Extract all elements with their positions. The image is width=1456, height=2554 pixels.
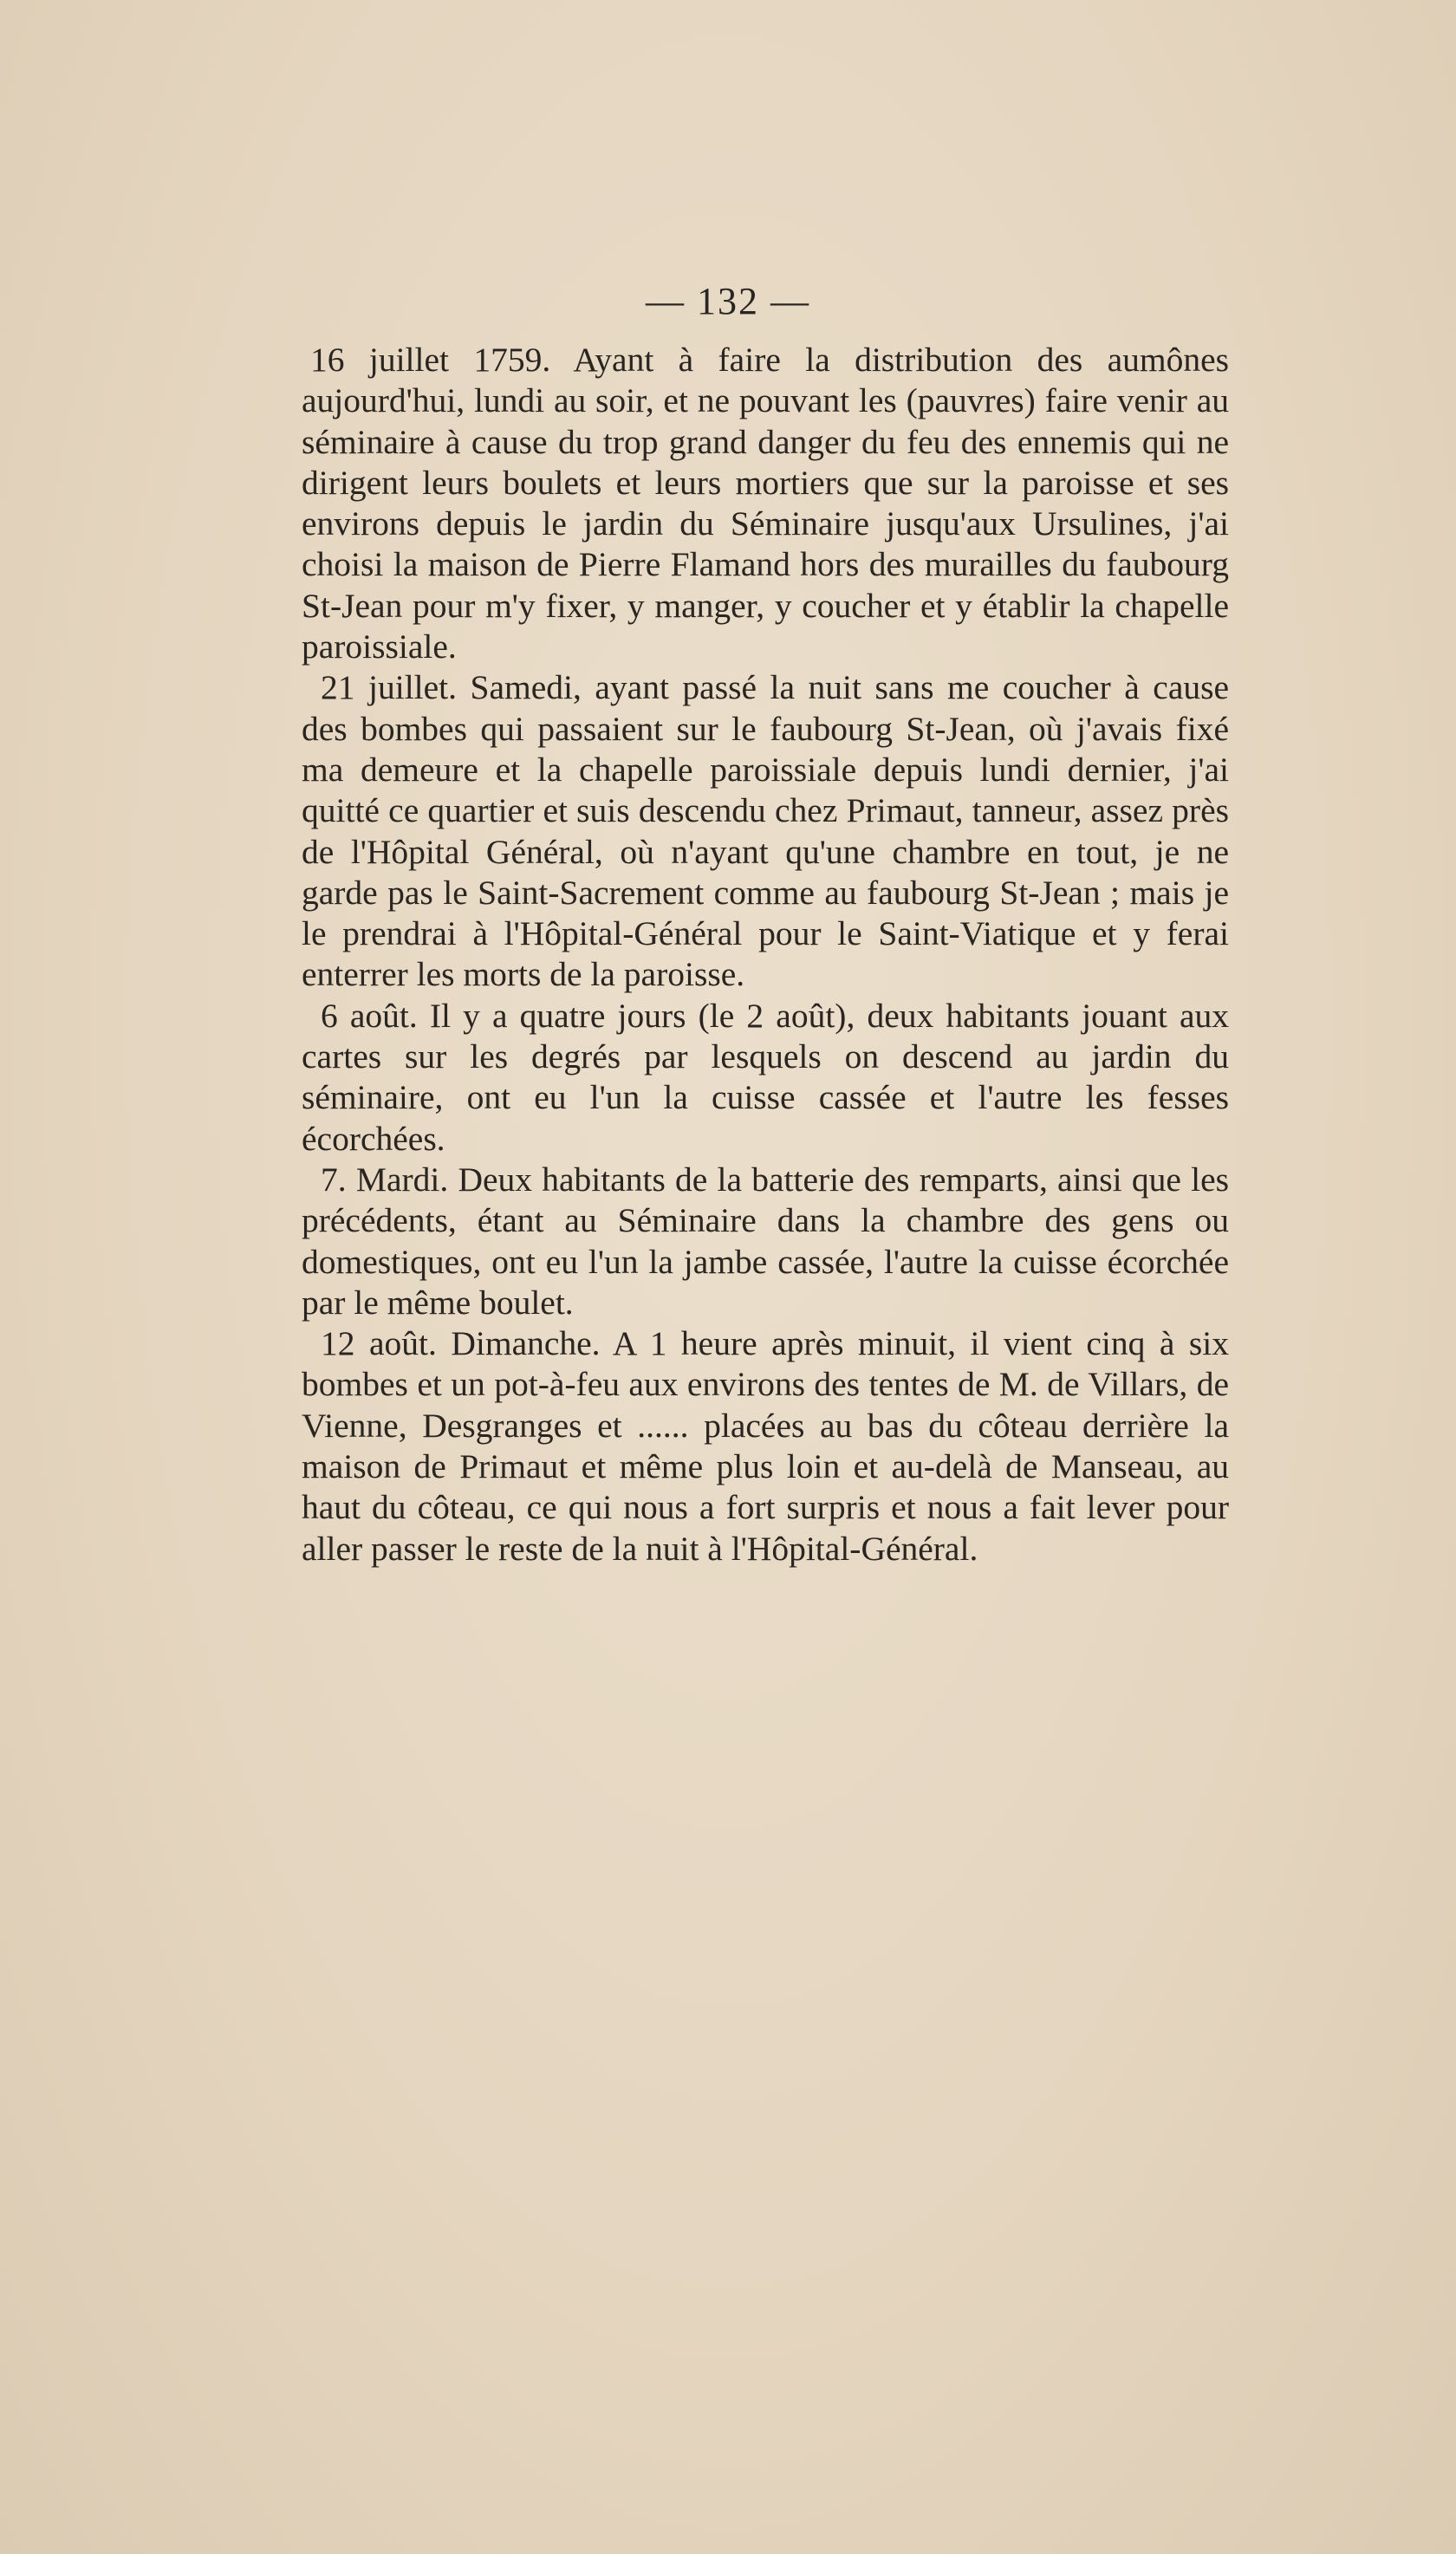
journal-text xyxy=(302,340,1229,1569)
entry-12-aout: 12 août. Dimanche. A 1 heure après minuit, il vient cinq à six bombes et un pot-à-feu aux environs des tentes de M. de Villars, de Vienne, Desgranges et ...... placées au bas du côteau derrière la maison de Primaut et même plus loin et au-delà de Manseau, au haut du côteau, ce qui nous a fort surpris et nous a fait lever pour aller passer le reste de la nuit à l'Hôpital-Général. xyxy=(302,1324,1229,1568)
page-number: — 132 — xyxy=(646,280,810,322)
entry-16-juillet: 16 juillet 1759. Ayant à faire la distribution des aumônes aujourd'hui, lundi au soir, et ne pouvant les (pauvres) faire venir au séminaire à cause du trop grand danger du feu des ennemis qui ne dirigent leurs boulets et leurs mortiers que sur la paroisse et ses environs depuis le jardin du Séminaire jusqu'aux Ursulines, j'ai choisi la maison de Pierre Flamand hors des murailles du faubourg St-Jean pour m'y fixer, y manger, y coucher et y établir la chapelle paroissiale. xyxy=(302,341,1229,666)
entry-21-juillet: 21 juillet. Samedi, ayant passé la nuit sans me coucher à cause des bombes qui passaient sur le faubourg St-Jean, où j'avais fixé ma demeure et la chapelle paroissiale depuis lundi dernier, j'ai quitté ce quartier et suis descendu chez Primaut, tanneur, assez près de l'Hôpital Général, où n'ayant qu'une chambre en tout, je ne garde pas le Saint-Sacrement comme au faubourg St-Jean ; mais je le prendrai à l'Hôpital-Général pour le Saint-Viatique et y ferai enterrer les morts de la paroisse. xyxy=(302,668,1229,994)
entry-6-aout: 6 août. Il y a quatre jours (le 2 août), deux habitants jouant aux cartes sur les degrés par lesquels on descend au jardin du séminaire, ont eu l'un la cuisse cassée et l'autre les fesses écorchées. xyxy=(302,996,1229,1158)
entry-7-mardi: 7. Mardi. Deux habitants de la batterie des remparts, ainsi que les précédents, étant au Séminaire dans la chambre des gens ou domestiques, ont eu l'un la jambe cassée, l'autre la cuisse écorchée par le même boulet. xyxy=(302,1160,1229,1322)
